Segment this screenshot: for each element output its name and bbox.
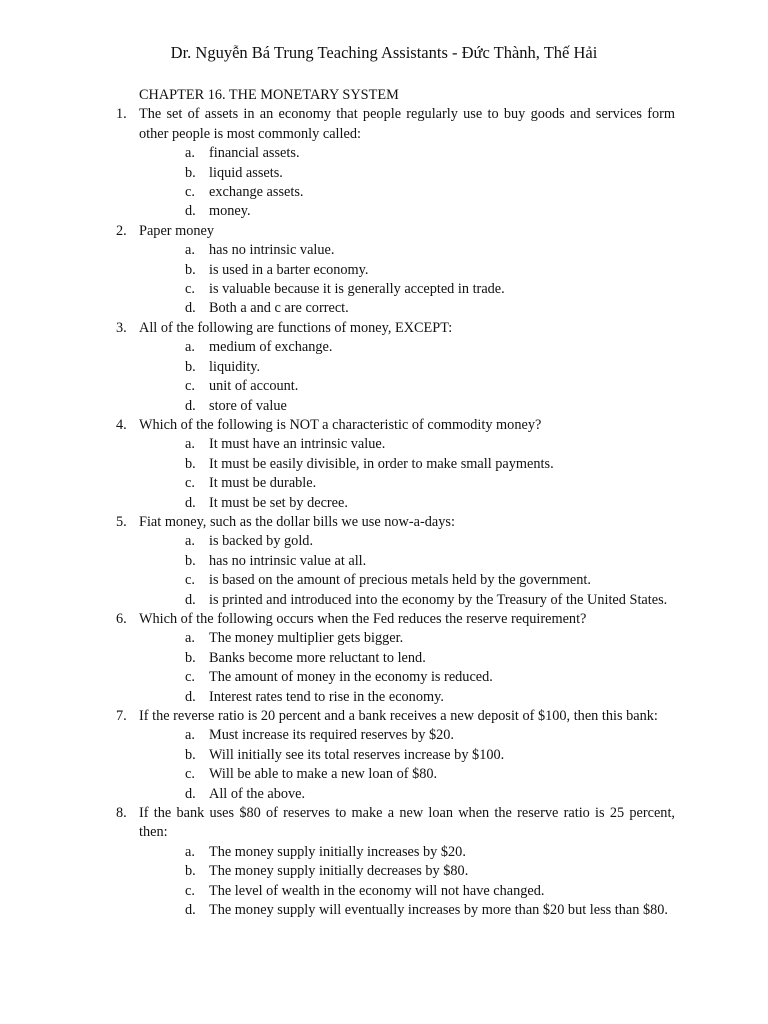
question-number: 1.: [116, 106, 127, 123]
answer-option: [139, 882, 675, 901]
question-number: 3.: [116, 319, 127, 336]
question-text: Which of the following occurs when the Fed reduces the reserve requirement?: [139, 610, 587, 627]
option-text: The money supply initially decreases by $80.: [209, 863, 469, 880]
answer-option: [139, 144, 675, 163]
option-letter: b.: [185, 746, 196, 763]
question-8: [116, 804, 675, 920]
question-list: [116, 105, 675, 920]
option-text: Interest rates tend to rise in the economy.: [209, 688, 444, 705]
question-number: 8.: [116, 805, 127, 822]
answer-options: [139, 144, 675, 222]
question-2: [116, 222, 675, 319]
option-letter: d.: [185, 785, 196, 802]
option-letter: a.: [185, 242, 195, 259]
answer-option: [139, 843, 675, 862]
document-body: [116, 86, 675, 920]
question-number: 5.: [116, 513, 127, 530]
answer-option: [139, 901, 675, 920]
answer-option: [139, 668, 675, 687]
option-text: liquidity.: [209, 358, 261, 375]
answer-option: [139, 591, 675, 610]
option-text: Will be able to make a new loan of $80.: [209, 766, 438, 783]
answer-options: [139, 843, 675, 921]
option-text: unit of account.: [209, 378, 299, 395]
option-text: medium of exchange.: [209, 339, 333, 356]
answer-option: [139, 474, 675, 493]
answer-options: [139, 241, 675, 319]
question-3: [116, 319, 675, 416]
option-text: Banks become more reluctant to lend.: [209, 649, 426, 666]
option-letter: a.: [185, 436, 195, 453]
answer-option: [139, 280, 675, 299]
answer-options: [139, 338, 675, 416]
question-text: Fiat money, such as the dollar bills we use now-a-days:: [139, 513, 455, 530]
option-letter: c.: [185, 882, 195, 899]
answer-option: [139, 299, 675, 318]
question-5: [116, 513, 675, 610]
option-letter: a.: [185, 145, 195, 162]
chapter-title: CHAPTER 16. THE MONETARY SYSTEM: [139, 87, 399, 103]
option-text: exchange assets.: [209, 184, 304, 201]
answer-option: [139, 765, 675, 784]
option-letter: c.: [185, 378, 195, 395]
option-letter: a.: [185, 843, 195, 860]
answer-options: [139, 629, 675, 707]
option-text: Must increase its required reserves by $20.: [209, 727, 454, 744]
page-header: Dr. Nguyễn Bá Trung Teaching Assistants - Đức Thành, Thế Hải: [170, 43, 598, 62]
option-letter: c.: [185, 669, 195, 686]
option-text: has no intrinsic value.: [209, 242, 335, 259]
option-text: All of the above.: [209, 785, 306, 802]
option-text: store of value: [209, 397, 287, 414]
question-text: All of the following are functions of money, EXCEPT:: [139, 319, 453, 336]
answer-option: [139, 494, 675, 513]
option-letter: d.: [185, 494, 196, 511]
question-text: If the reverse ratio is 20 percent and a bank receives a new deposit of $100, then this bank:: [139, 708, 658, 724]
answer-option: [139, 571, 675, 590]
option-text: The money supply will eventually increases by more than $20 but less than $80.: [209, 902, 668, 919]
answer-option: [139, 688, 675, 707]
option-text: is used in a barter economy.: [209, 261, 369, 278]
option-text: It must have an intrinsic value.: [209, 436, 386, 453]
option-letter: b.: [185, 261, 196, 278]
option-text: It must be set by decree.: [209, 494, 348, 511]
answer-option: [139, 746, 675, 765]
option-letter: c.: [185, 572, 195, 589]
option-letter: d.: [185, 688, 196, 705]
option-text: Will initially see its total reserves increase by $100.: [209, 746, 505, 763]
answer-option: [139, 726, 675, 745]
question-number: 6.: [116, 610, 127, 627]
answer-option: [139, 785, 675, 804]
option-letter: d.: [185, 902, 196, 919]
answer-option: [139, 202, 675, 221]
option-letter: a.: [185, 339, 195, 356]
question-text: If the bank uses $80 of reserves to make a new loan when the reserve ratio is 25 percent, then:: [139, 805, 675, 841]
option-letter: a.: [185, 630, 195, 647]
question-number: 4.: [116, 416, 127, 433]
option-text: is printed and introduced into the economy by the Treasury of the United States.: [209, 591, 668, 608]
option-text: has no intrinsic value at all.: [209, 552, 367, 569]
option-letter: b.: [185, 649, 196, 666]
question-6: [116, 610, 675, 707]
answer-option: [139, 629, 675, 648]
option-text: The money supply initially increases by $20.: [209, 843, 466, 860]
answer-options: [139, 726, 675, 804]
answer-option: [139, 338, 675, 357]
answer-option: [139, 164, 675, 183]
option-letter: c.: [185, 281, 195, 298]
answer-option: [139, 183, 675, 202]
option-letter: b.: [185, 455, 196, 472]
answer-option: [139, 241, 675, 260]
option-letter: a.: [185, 533, 195, 550]
answer-option: [139, 552, 675, 571]
option-text: liquid assets.: [209, 164, 283, 181]
option-text: financial assets.: [209, 145, 300, 162]
question-1: [116, 105, 675, 221]
question-text: Paper money: [139, 222, 215, 239]
answer-option: [139, 435, 675, 454]
question-4: [116, 416, 675, 513]
answer-options: [139, 532, 675, 610]
question-number: 7.: [116, 708, 127, 724]
option-text: It must be easily divisible, in order to make small payments.: [209, 455, 554, 472]
option-text: It must be durable.: [209, 475, 317, 492]
option-text: The money multiplier gets bigger.: [209, 630, 404, 647]
option-letter: b.: [185, 358, 196, 375]
option-text: is based on the amount of precious metals held by the government.: [209, 572, 591, 589]
option-letter: b.: [185, 552, 196, 569]
answer-option: [139, 358, 675, 377]
option-text: The amount of money in the economy is reduced.: [209, 669, 493, 686]
answer-option: [139, 261, 675, 280]
option-letter: d.: [185, 397, 196, 414]
option-letter: d.: [185, 300, 196, 317]
option-text: money.: [209, 203, 251, 220]
option-letter: d.: [185, 591, 196, 608]
option-letter: c.: [185, 766, 195, 783]
option-letter: d.: [185, 203, 196, 220]
option-text: The level of wealth in the economy will not have changed.: [209, 882, 545, 899]
answer-option: [139, 862, 675, 881]
answer-options: [139, 435, 675, 513]
question-text: Which of the following is NOT a characteristic of commodity money?: [139, 416, 542, 433]
question-text: The set of assets in an economy that people regularly use to buy goods and services form other people is most commonly called:: [139, 106, 675, 142]
answer-option: [139, 532, 675, 551]
option-letter: a.: [185, 727, 195, 744]
question-number: 2.: [116, 222, 127, 239]
answer-option: [139, 649, 675, 668]
option-letter: c.: [185, 475, 195, 492]
option-letter: b.: [185, 863, 196, 880]
answer-option: [139, 377, 675, 396]
answer-option: [139, 455, 675, 474]
option-text: Both a and c are correct.: [209, 300, 349, 317]
option-text: is valuable because it is generally accepted in trade.: [209, 281, 505, 298]
option-text: is backed by gold.: [209, 533, 314, 550]
option-letter: c.: [185, 184, 195, 201]
option-letter: b.: [185, 164, 196, 181]
answer-option: [139, 397, 675, 416]
question-7: [116, 707, 675, 804]
